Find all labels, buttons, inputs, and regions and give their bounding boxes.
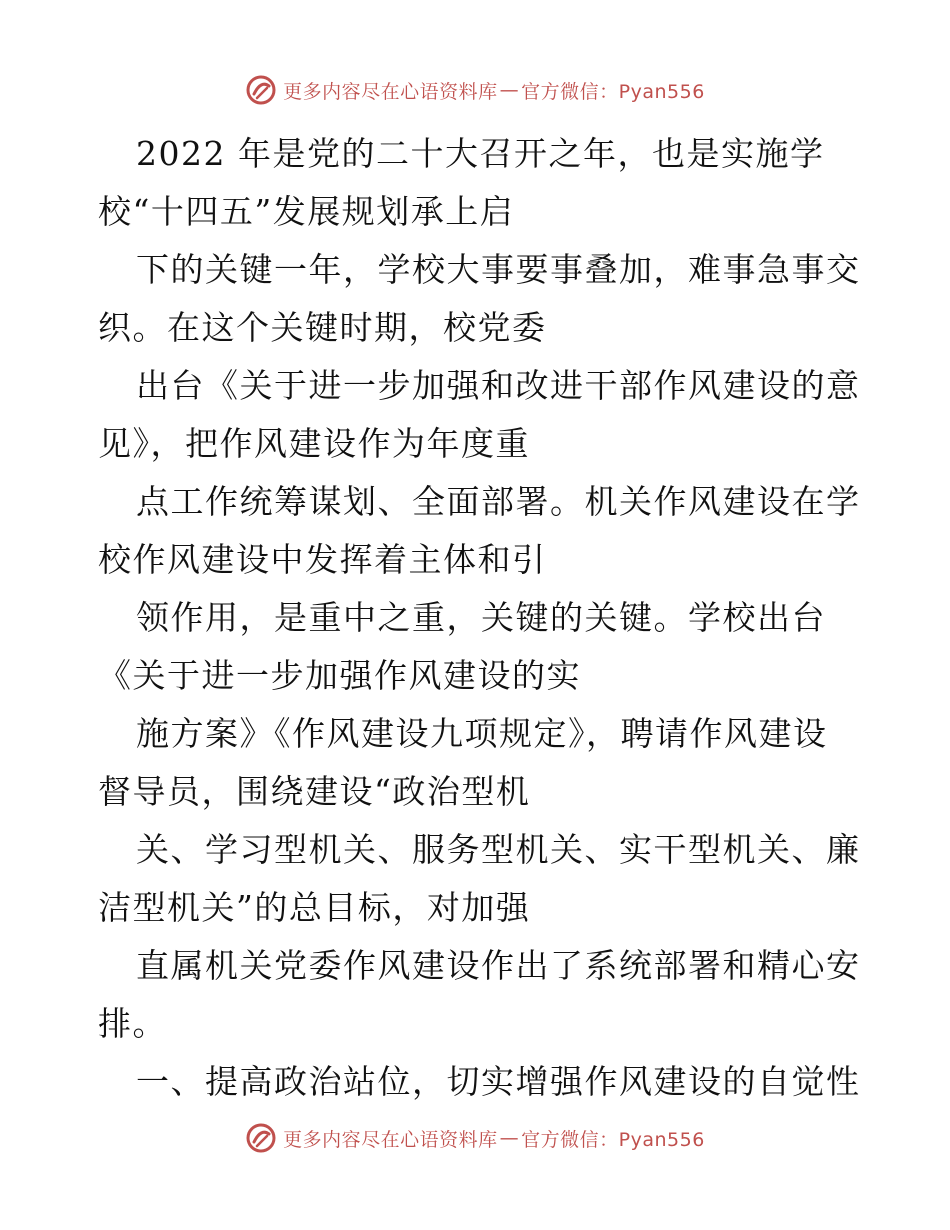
logo-icon	[245, 1122, 277, 1154]
body-line: 2022 年是党的二十大召开之年，也是实施学	[136, 134, 825, 173]
body-line: 排。	[98, 1004, 167, 1043]
body-line: 关、学习型机关、服务型机关、实干型机关、廉	[136, 830, 861, 869]
footer-watermark	[0, 1118, 950, 1158]
body-line: 校作风建设中发挥着主体和引	[98, 540, 547, 579]
body-line: 织。在这个关键时期，校党委	[98, 308, 547, 347]
watermark-text: 更多内容尽在心语资料库	[283, 1128, 498, 1151]
watermark-contact: 官方微信：Pyan556	[521, 80, 705, 103]
body-line: 《关于进一步加强作风建设的实	[98, 656, 581, 695]
body-line: 领作用，是重中之重，关键的关键。学校出台	[136, 598, 826, 637]
watermark-contact: 官方微信：Pyan556	[521, 1128, 705, 1151]
watermark-separator: —	[499, 1127, 520, 1149]
body-line: 见》，把作风建设作为年度重	[98, 424, 530, 463]
body-line: 直属机关党委作风建设作出了系统部署和精心安	[136, 946, 861, 985]
body-line: 点工作统筹谋划、全面部署。机关作风建设在学	[136, 482, 861, 521]
document-body	[98, 125, 861, 1111]
section-heading: 一、提高政治站位，切实增强作风建设的自觉性	[136, 1062, 861, 1101]
body-line: 校“十四五”发展规划承上启	[98, 192, 515, 231]
body-line: 督导员，围绕建设“政治型机	[98, 772, 531, 811]
watermark-text: 更多内容尽在心语资料库	[283, 80, 498, 103]
body-line: 施方案》《作风建设九项规定》，聘请作风建设	[136, 714, 828, 753]
body-line: 出台《关于进一步加强和改进干部作风建设的意	[136, 366, 861, 405]
body-line: 洁型机关”的总目标，对加强	[98, 888, 531, 927]
logo-icon	[245, 74, 277, 106]
body-line: 下的关键一年，学校大事要事叠加，难事急事交	[136, 250, 861, 289]
watermark-separator: —	[499, 79, 520, 101]
header-watermark	[0, 70, 950, 110]
